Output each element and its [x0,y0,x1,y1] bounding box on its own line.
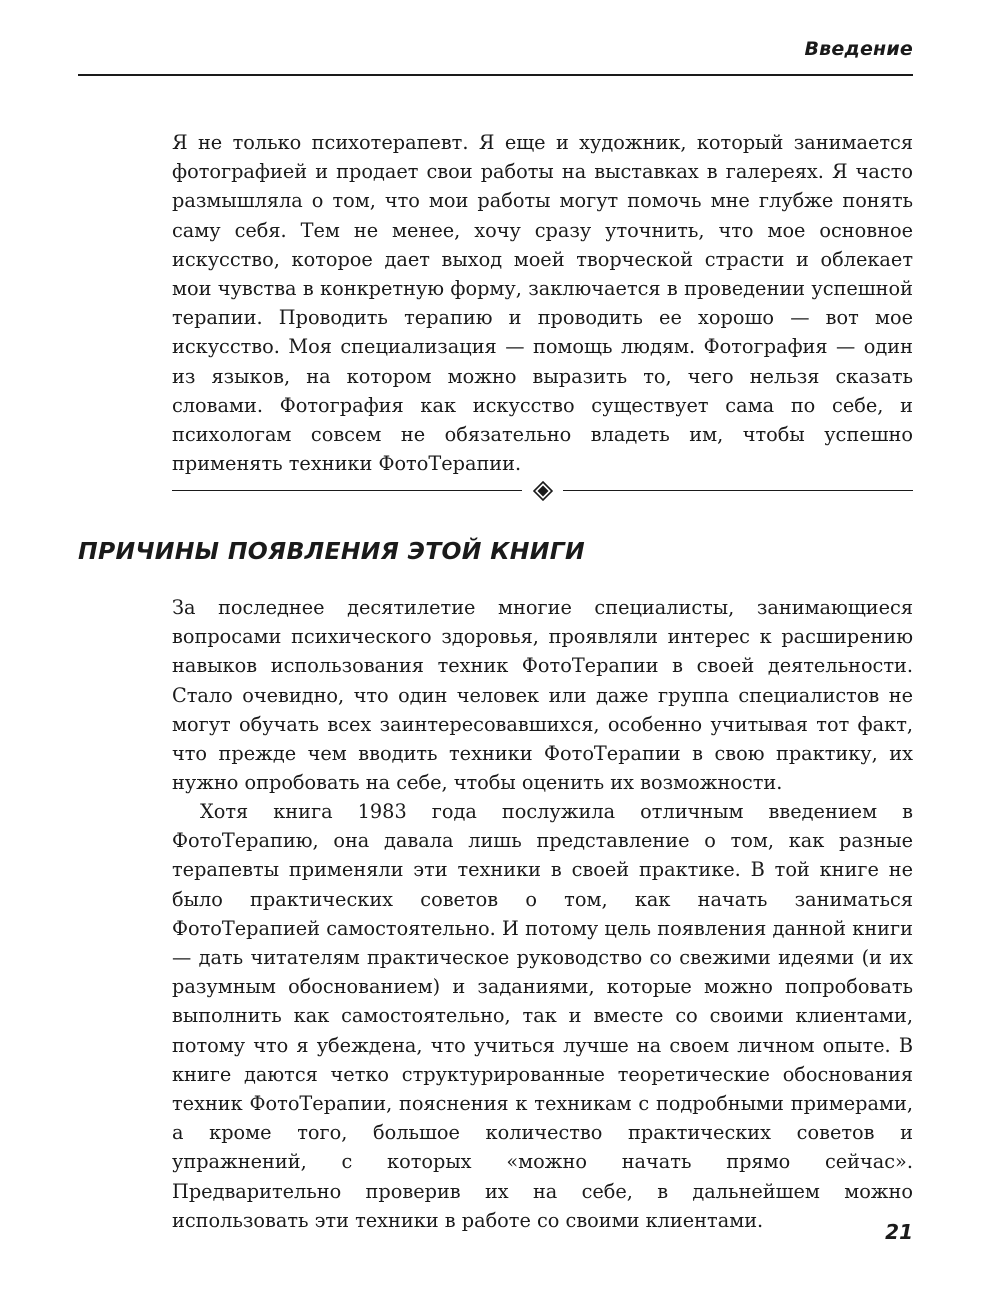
page-number: 21 [885,1220,913,1244]
intro-paragraph: Я не только психотерапевт. Я еще и художник, который занимается фотографией и продает свои работы на выставках в галереях. Я часто размышляла о том, что мои работы могут помочь мне глубже понять саму себя. Тем не менее, хочу сразу уточнить, что мое основное искусство, которое дает выход моей творческой страсти и облекает мои чувства в конкретную форму, заключается в проведении успешной терапии. Проводить терапию и проводить ее хорошо — вот мое искусство. Моя специализация — помощь людям. Фотография — один из языков, на котором можно выразить то, чего нельзя сказать словами. Фотография как искусство существует сама по себе, и психологам совсем не обязательно владеть им, чтобы успешно применять техники ФотоТерапии. [172,131,913,476]
header-rule [78,74,913,76]
section-divider [172,479,913,503]
running-header-title: Введение [804,38,913,60]
divider-line-left [172,490,522,491]
section-heading: ПРИЧИНЫ ПОЯВЛЕНИЯ ЭТОЙ КНИГИ [78,537,585,565]
divider-line-right [563,490,913,491]
section-paragraph-2: Хотя книга 1983 года послужила отличным введением в ФотоТерапию, она давала лишь представление о том, как разные терапевты применяли эти техники в своей практике. В той книге не было практических советов о том, как начать заниматься ФотоТерапией самостоятельно. И потому цель появления данной книги — дать читателям практическое руководство со свежими идеями (и их разумным обоснованием) и заданиями, которые можно попробовать выполнить как самостоятельно, так и вместе со своими клиентами, потому что я убеждена, что учиться лучше на своем личном опыте. В книге даются четко структурированные теоретические обоснования техник ФотоТерапии, пояснения к техникам с подробными примерами, а кроме того, большое количество практических советов и упражнений, с которых «можно начать прямо сейчас». Предварительно проверив их на себе, в дальнейшем можно использовать эти техники в работе со своими клиентами. [172,800,913,1232]
section-paragraph-1: За последнее десятилетие многие специалисты, занимающиеся вопросами психического здоровья, проявляли интерес к расширению навыков использования техник ФотоТерапии в своей деятельности. Стало очевидно, что один человек или даже группа специалистов не могут обучать всех заинтересовавшихся, особенно учитывая тот факт, что прежде чем вводить техники ФотоТерапии в свою практику, их нужно опробовать на себе, чтобы оценить их возможности. [172,596,913,795]
diamond-ornament-icon [533,481,553,501]
